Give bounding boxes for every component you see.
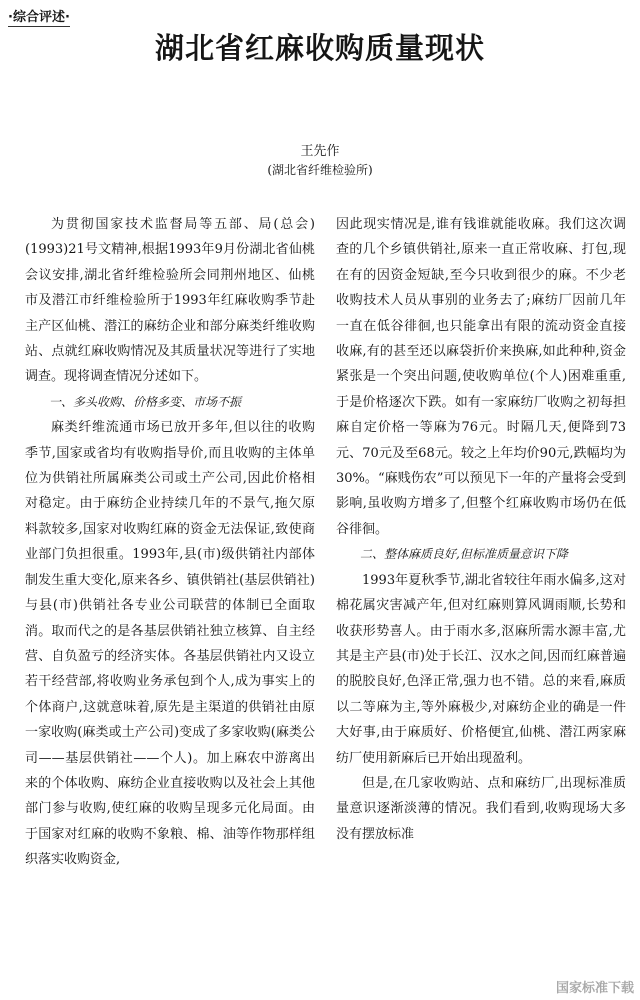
- left-column: [25, 212, 315, 873]
- body-paragraph: 但是,在几家收购站、点和麻纺厂,出现标准质量意识逐渐淡薄的情况。我们看到,收购现场大多没有摆放标准: [336, 775, 626, 842]
- intro-paragraph: 为贯彻国家技术监督局等五部、局(总会)(1993)21号文精神,根据1993年9月份湖北省仙桃会议安排,湖北省纤维检验所会同荆州地区、仙桃市及潜江市纤维检验所于1993年红麻收购季节赴主产区仙桃、潜江的麻纺企业和部分麻类纤维收购站、点就红麻收购情况及其质量状况等进行了实地调查。现将调查情况分述如下。: [25, 217, 315, 385]
- continued-paragraph: 因此现实情况是,谁有钱谁就能收麻。我们这次调查的几个乡镇供销社,原来一直正常收麻、打包,现在有的因资金短缺,至今只收到很少的麻。不少老收购技术人员从事别的业务去了;麻纺厂因前几年一直在低谷徘徊,也只能拿出有限的流动资金直接收麻,有的甚至还以麻袋折价来换麻,如此种种,资金紧张是一个突出问题,使收购单位(个人)困难重重,于是价格逐次下跌。如有一家麻纺厂收购之初每担麻自定价格一等麻为76元。时隔几天,便降到73元、70元及至68元。较之上年均价90元,跌幅均为30%。“麻贱伤农”可以预见下一年的产量将会受到影响,虽收购方增多了,但整个红麻收购市场仍在低谷徘徊。: [336, 217, 626, 537]
- column-tag: ·综合评述·: [8, 6, 70, 27]
- right-column: [336, 212, 626, 847]
- watermark: 国家标准下载: [555, 981, 634, 996]
- section-heading-2: 二、整体麻质良好,但标准质量意识下降: [360, 547, 568, 562]
- affiliation: (湖北省纤维检验所): [267, 163, 373, 177]
- article-title: 湖北省红麻收购质量现状: [154, 31, 485, 65]
- author: 王先作: [300, 144, 340, 159]
- section-heading-1: 一、多头收购、价格多变、市场不振: [49, 394, 242, 409]
- body-paragraph: 1993年夏秋季节,湖北省较往年雨水偏多,这对棉花属灾害减产年,但对红麻则算风调雨顺,长势和收获形势喜人。由于雨水多,沤麻所需水源丰富,尤其是主产县(市)处于长江、汉水之间,因而红麻普遍的脱胶良好,色泽正常,强力也不错。总的来看,麻质以二等麻为主,等外麻极少,对麻纺企业的确是一件大好事,由于麻质好、价格便宜,仙桃、潜江两家麻纺厂使用新麻后已开始出现盈利。: [336, 572, 626, 766]
- body-paragraph: 麻类纤维流通市场已放开多年,但以往的收购季节,国家或省均有收购指导价,而且收购的主体单位为供销社所属麻类公司或土产公司,因此价格相对稳定。由于麻纺企业持续几年的不景气,拖欠原料款较多,国家对收购红麻的资金无法保证,致使商业部门负担很重。1993年,县(市)级供销社内部体制发生重大变化,原来各乡、镇供销社(基层供销社)与县(市)供销社各专业公司联营的体制已全面取消。取而代之的是各基层供销社独立核算、自主经营、自负盈亏的经济实体。各基层供销社内又设立若干经营部,将收购业务承包到个人,成为事实上的个体商户,这就意味着,原先是主渠道的供销社由原一家收购(麻类或土产公司)变成了多家收购(麻类公司——基层供销社——个人)。加上麻农中游离出来的个体收购、麻纺企业直接收购以及社会上其他部门参与收购,使红麻的收购呈现多元化局面。由于国家对红麻的收购不象粮、棉、油等作物那样组织落实收购资金,: [25, 420, 315, 868]
